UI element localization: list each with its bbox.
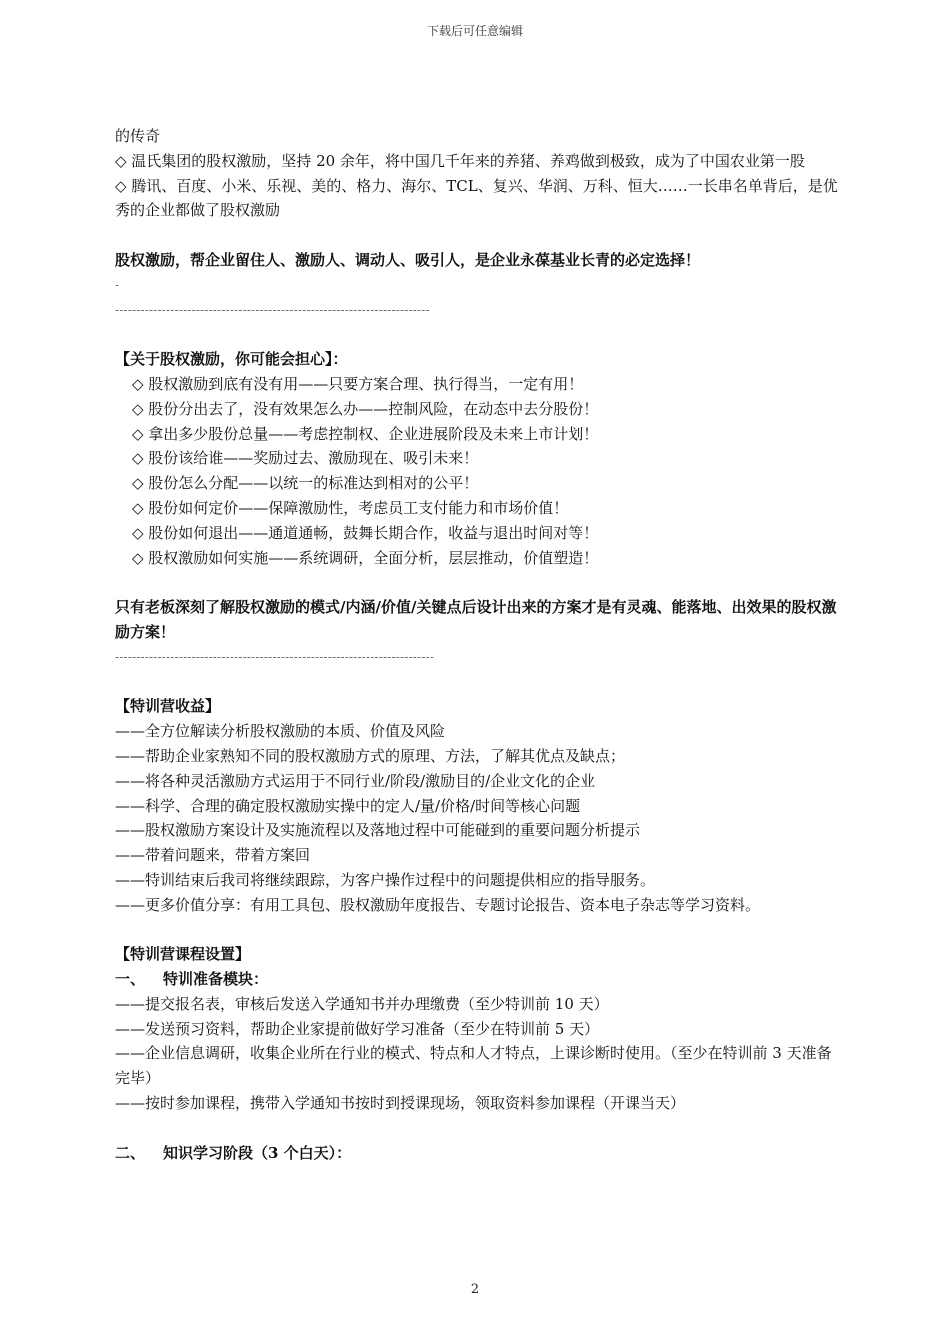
benefit-item: ——带着问题来，带着方案回 — [115, 846, 311, 865]
course-title: 【特训营课程设置】 — [115, 945, 251, 964]
benefit-item: ——股权激励方案设计及实施流程以及落地过程中可能碰到的重要问题分析提示 — [115, 821, 641, 840]
dash-divider-1: -------------------------------------------------------------------------- — [115, 302, 430, 317]
concern-item: ◇ 拿出多少股份总量——考虑控制权、企业进展阶段及未来上市计划！ — [132, 424, 599, 443]
benefit-item: ——更多价值分享：有用工具包、股权激励年度报告、专题讨论报告、资本电子杂志等学习资料。 — [115, 895, 761, 914]
benefit-item: ——特训结束后我司将继续跟踪，为客户操作过程中的问题提供相应的指导服务。 — [115, 870, 656, 889]
spacer — [115, 1116, 840, 1141]
dash-short: - — [115, 277, 120, 292]
module2-heading — [115, 1141, 840, 1166]
concerns-title: 【关于股权激励，你可能会担心】： — [115, 350, 348, 369]
spacer — [115, 570, 840, 595]
spacer — [115, 322, 840, 347]
module2-number: 二、 — [115, 1143, 146, 1162]
spacer — [115, 918, 840, 943]
concern-item: ◇ 股份如何定价——保障激励性，考虑员工支付能力和市场价值！ — [132, 498, 569, 517]
benefits-list — [115, 719, 840, 917]
module1-title: 特训准备模块： — [163, 970, 269, 989]
module1-number: 一、 — [115, 970, 146, 989]
benefit-item: ——全方位解读分析股权激励的本质、价值及风险 — [115, 722, 446, 741]
slogan-retain-talent: 股权激励，帮企业留住人、激励人、调动人、吸引人，是企业永葆基业长青的必定选择！ — [115, 250, 701, 269]
concern-item: ◇ 股份该给谁——奖励过去、激励现在、吸引未来！ — [132, 449, 479, 468]
intro-bullet-wens: ◇ 温氏集团的股权激励，坚持 20 余年，将中国几千年来的养猪、养鸡做到极致，成为了中国农业第一股 — [115, 151, 805, 170]
intro-line: 的传奇 — [115, 127, 161, 145]
module1-item: ——按时参加课程，携带入学通知书按时到授课现场，领取资料参加课程（开课当天） — [115, 1094, 686, 1113]
module2-title: 知识学习阶段（3 个白天）： — [163, 1143, 352, 1162]
concern-item: ◇ 股权激励到底有没有用——只要方案合理、执行得当，一定有用！ — [132, 374, 584, 393]
module1-item: ——发送预习资料，帮助企业家提前做好学习准备（至少在特训前 5 天） — [115, 1019, 600, 1038]
concern-item: ◇ 股权激励如何实施——系统调研，全面分析，层层推动，价值塑造！ — [132, 548, 599, 567]
module1-item: ——提交报名表，审核后发送入学通知书并办理缴费（至少特训前 10 天） — [115, 994, 609, 1013]
spacer — [115, 670, 840, 695]
concern-item: ◇ 股份分出去了，没有效果怎么办——控制风险，在动态中去分股份！ — [132, 399, 599, 418]
page-header: 下载后可任意编辑 — [426, 24, 523, 38]
module1-heading — [115, 967, 840, 992]
concern-item: ◇ 股份如何退出——通道通畅，鼓舞长期合作，收益与退出时间对等！ — [132, 523, 599, 542]
concerns-list — [115, 372, 840, 570]
dash-divider-2: --------------------------------------------------------------------------- — [115, 649, 435, 664]
concern-item: ◇ 股份怎么分配——以统一的标准达到相对的公平！ — [132, 474, 479, 493]
benefit-item: ——科学、合理的确定股权激励实操中的定人/量/价格/时间等核心问题 — [115, 796, 581, 815]
module1-item: ——企业信息调研，收集企业所在行业的模式、特点和人才特点，上课诊断时使用。（至少在特训前 3 天准备完毕） — [115, 1044, 832, 1088]
module1-list — [115, 992, 840, 1116]
benefits-title: 【特训营收益】 — [115, 697, 221, 716]
slogan-boss-understanding: 只有老板深刻了解股权激励的模式/内涵/价值/关键点后设计出来的方案才是有灵魂、能落地、出效果的股权激励方案！ — [115, 598, 837, 641]
page-number: 2 — [470, 1282, 480, 1297]
spacer — [115, 223, 840, 248]
intro-bullet-companies: ◇ 腾讯、百度、小米、乐视、美的、格力、海尔、TCL、复兴、华润、万科、恒大……一长串名单背后，是优秀的企业都做了股权激励 — [115, 176, 838, 220]
document-body — [115, 124, 840, 1165]
benefit-item: ——将各种灵活激励方式运用于不同行业/阶段/激励目的/企业文化的企业 — [115, 771, 596, 790]
benefit-item: ——帮助企业家熟知不同的股权激励方式的原理、方法，了解其优点及缺点； — [115, 746, 626, 765]
